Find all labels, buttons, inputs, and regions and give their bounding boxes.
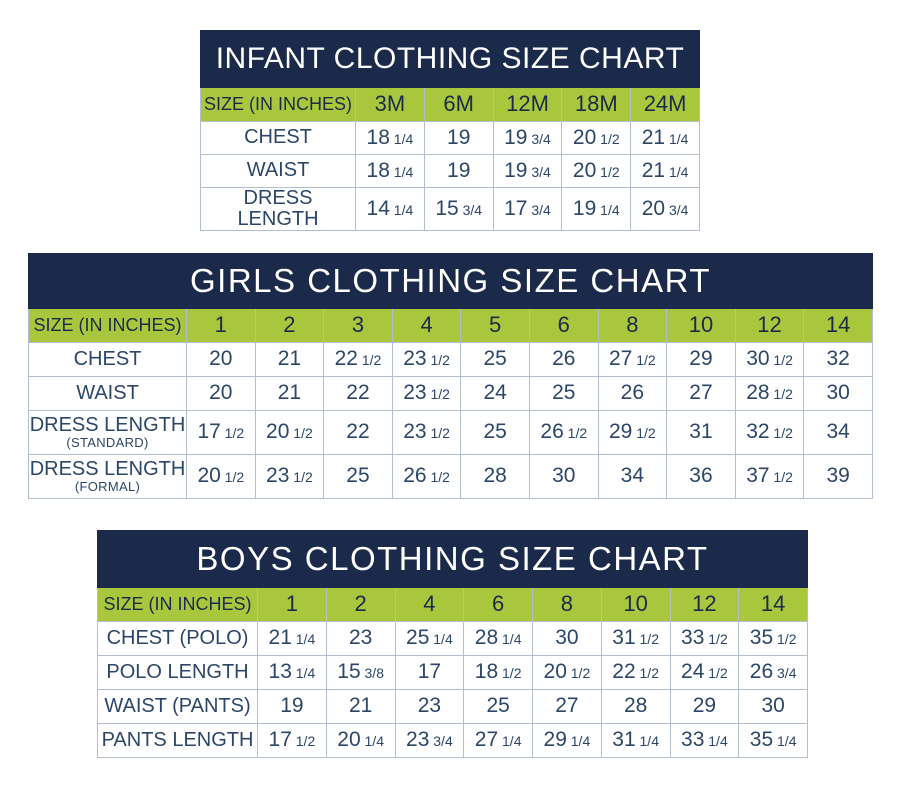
size-header-row [29,309,873,342]
value-cell: 25 [461,342,530,376]
row-label-cell: DRESS LENGTH [201,187,356,230]
value-cell: 27 1/4 [464,723,533,757]
table-row [201,121,700,154]
fraction: 1/2 [426,425,450,441]
fraction: 1/4 [498,631,522,647]
value-cell: 30 1/2 [735,342,804,376]
value-cell: 34 [598,454,667,498]
size-column-header: 14 [739,588,808,621]
table-row [201,154,700,187]
fraction: 1/4 [498,733,522,749]
fraction: 3/8 [360,665,384,681]
fraction: 1/2 [220,469,245,485]
value-cell: 19 3/4 [493,121,562,154]
table-row [29,376,873,410]
fraction: 1/2 [426,469,450,485]
value-cell: 17 [395,655,464,689]
value-cell: 21 1/4 [631,154,700,187]
value-cell: 29 1/2 [598,410,667,454]
value-cell: 31 1/4 [601,723,670,757]
girls-size-table [28,309,873,499]
value-cell: 26 3/4 [739,655,808,689]
table-row [29,410,873,454]
size-column-header: 8 [533,588,602,621]
value-cell: 37 1/2 [735,454,804,498]
fraction: 1/2 [289,425,313,441]
value-cell: 20 1/2 [562,121,631,154]
fraction: 1/2 [704,665,728,681]
fraction: 1/4 [635,733,659,749]
value-cell: 34 [804,410,873,454]
value-cell: 20 1/4 [326,723,395,757]
size-column-header: 12 [670,588,739,621]
value-cell: 23 1/2 [392,376,461,410]
value-cell: 29 [667,342,736,376]
value-cell: 20 1/2 [562,154,631,187]
fraction: 1/4 [389,201,414,218]
value-cell: 28 [461,454,530,498]
fraction: 1/4 [596,201,620,218]
row-sublabel: (STANDARD) [66,434,149,450]
size-column-header: 2 [326,588,395,621]
value-cell: 32 1/2 [735,410,804,454]
row-label-cell: CHEST [201,121,356,154]
value-cell: 29 [670,689,739,723]
value-cell: 39 [804,454,873,498]
size-column-header: 24M [631,88,700,121]
size-column-header: 1 [187,309,256,342]
row-label-cell: WAIST [29,376,187,410]
infant-size-chart [200,30,700,231]
value-cell: 21 [255,376,324,410]
fraction: 3/4 [527,201,551,218]
boys-size-chart [97,530,808,758]
value-cell: 20 1/2 [533,655,602,689]
value-cell: 22 [324,376,393,410]
infant-size-table [200,88,700,231]
value-cell: 31 1/2 [601,621,670,655]
value-cell: 18 1/4 [356,154,425,187]
fraction: 1/4 [566,733,591,749]
value-cell: 24 1/2 [670,655,739,689]
value-cell: 25 [324,454,393,498]
fraction: 1/2 [220,425,245,441]
value-cell: 29 1/4 [533,723,602,757]
value-cell: 25 [464,689,533,723]
value-cell: 18 1/4 [356,121,425,154]
value-cell: 18 1/2 [464,655,533,689]
value-cell: 36 [667,454,736,498]
value-cell: 23 [395,689,464,723]
value-cell: 30 [533,621,602,655]
fraction: 1/4 [389,130,414,147]
row-label-cell: WAIST (PANTS) [98,689,258,723]
value-cell: 23 1/2 [392,342,461,376]
table-row [29,342,873,376]
table-row [98,723,808,757]
fraction: 1/4 [665,130,689,147]
size-header-row [201,88,700,121]
size-header-label: SIZE (IN INCHES) [201,88,356,121]
size-column-header: 4 [392,309,461,342]
size-header-label: SIZE (IN INCHES) [98,588,258,621]
size-column-header: 1 [258,588,327,621]
size-column-header: 4 [395,588,464,621]
size-column-header: 12 [735,309,804,342]
value-cell: 19 [258,689,327,723]
value-cell: 15 3/8 [326,655,395,689]
row-label-cell: WAIST [201,154,356,187]
value-cell: 21 [326,689,395,723]
value-cell: 28 [601,689,670,723]
table-row [98,689,808,723]
value-cell: 19 3/4 [493,154,562,187]
value-cell: 21 1/4 [258,621,327,655]
value-cell: 26 [598,376,667,410]
value-cell: 19 [424,154,493,187]
value-cell: 31 [667,410,736,454]
value-cell: 20 1/2 [187,454,256,498]
value-cell: 22 1/2 [601,655,670,689]
size-column-header: 14 [804,309,873,342]
size-column-header: 2 [255,309,324,342]
fraction: 1/4 [291,665,316,681]
size-column-header: 18M [562,88,631,121]
value-cell: 20 1/2 [255,410,324,454]
value-cell: 26 1/2 [529,410,598,454]
size-column-header: 6 [464,588,533,621]
row-label-cell: DRESS LENGTH (STANDARD) [29,410,187,454]
fraction: 1/4 [389,163,414,180]
fraction: 1/2 [596,163,620,180]
value-cell: 22 [324,410,393,454]
value-cell: 27 [533,689,602,723]
value-cell: 33 1/4 [670,723,739,757]
value-cell: 23 3/4 [395,723,464,757]
size-column-header: 6M [424,88,493,121]
row-label-cell: PANTS LENGTH [98,723,258,757]
size-column-header: 12M [493,88,562,121]
value-cell: 35 1/4 [739,723,808,757]
fraction: 1/4 [704,733,728,749]
value-cell: 28 1/2 [735,376,804,410]
value-cell: 19 1/4 [562,187,631,230]
fraction: 1/2 [632,352,656,368]
value-cell: 21 [255,342,324,376]
value-cell: 32 [804,342,873,376]
value-cell: 19 [424,121,493,154]
fraction: 3/4 [458,201,483,218]
value-cell: 28 1/4 [464,621,533,655]
girls-size-chart [28,253,873,499]
fraction: 1/2 [769,352,793,368]
fraction: 3/4 [429,733,453,749]
size-header-row [98,588,808,621]
fraction: 1/2 [563,425,588,441]
value-cell: 30 [739,689,808,723]
table-row [98,621,808,655]
size-column-header: 3 [324,309,393,342]
fraction: 1/2 [498,665,522,681]
chart-title: INFANT CLOTHING SIZE CHART [200,30,700,88]
value-cell: 23 1/2 [255,454,324,498]
value-cell: 25 1/4 [395,621,464,655]
value-cell: 23 [326,621,395,655]
value-cell: 13 1/4 [258,655,327,689]
fraction: 3/4 [527,130,551,147]
fraction: 1/2 [769,425,793,441]
fraction: 1/2 [773,631,797,647]
table-row [29,454,873,498]
value-cell: 20 [187,342,256,376]
value-cell: 17 1/2 [187,410,256,454]
row-label-cell: CHEST [29,342,187,376]
fraction: 3/4 [665,201,689,218]
size-column-header: 8 [598,309,667,342]
row-label-cell: DRESS LENGTH (FORMAL) [29,454,187,498]
value-cell: 26 1/2 [392,454,461,498]
size-column-header: 6 [529,309,598,342]
fraction: 1/2 [426,352,450,368]
value-cell: 22 1/2 [324,342,393,376]
value-cell: 27 [667,376,736,410]
fraction: 1/2 [635,631,659,647]
value-cell: 25 [529,376,598,410]
size-column-header: 10 [667,309,736,342]
value-cell: 21 1/4 [631,121,700,154]
fraction: 1/4 [360,733,384,749]
value-cell: 26 [529,342,598,376]
chart-title: BOYS CLOTHING SIZE CHART [97,530,808,588]
value-cell: 30 [804,376,873,410]
size-header-label: SIZE (IN INCHES) [29,309,187,342]
fraction: 1/2 [769,386,793,402]
fraction: 1/2 [426,386,450,402]
value-cell: 33 1/2 [670,621,739,655]
fraction: 1/4 [291,631,316,647]
fraction: 1/2 [632,425,656,441]
value-cell: 35 1/2 [739,621,808,655]
fraction: 1/2 [635,665,659,681]
row-label-cell: CHEST (POLO) [98,621,258,655]
value-cell: 15 3/4 [424,187,493,230]
size-column-header: 10 [601,588,670,621]
size-column-header: 5 [461,309,530,342]
size-column-header: 3M [356,88,425,121]
table-row [201,187,700,230]
row-sublabel: (FORMAL) [74,478,141,494]
fraction: 1/2 [769,469,793,485]
value-cell: 30 [529,454,598,498]
fraction: 1/2 [596,130,620,147]
table-row [98,655,808,689]
value-cell: 27 1/2 [598,342,667,376]
value-cell: 23 1/2 [392,410,461,454]
fraction: 3/4 [527,163,551,180]
fraction: 1/4 [665,163,689,180]
fraction: 1/4 [773,733,797,749]
chart-title: GIRLS CLOTHING SIZE CHART [28,253,873,309]
fraction: 1/2 [289,469,313,485]
value-cell: 25 [461,410,530,454]
value-cell: 20 [187,376,256,410]
value-cell: 14 1/4 [356,187,425,230]
value-cell: 24 [461,376,530,410]
value-cell: 17 3/4 [493,187,562,230]
fraction: 1/2 [357,352,382,368]
fraction: 1/4 [429,631,453,647]
fraction: 1/2 [291,733,316,749]
value-cell: 20 3/4 [631,187,700,230]
fraction: 1/2 [704,631,728,647]
value-cell: 17 1/2 [258,723,327,757]
fraction: 1/2 [566,665,591,681]
fraction: 3/4 [773,665,797,681]
boys-size-table [97,588,808,758]
row-label-cell: POLO LENGTH [98,655,258,689]
